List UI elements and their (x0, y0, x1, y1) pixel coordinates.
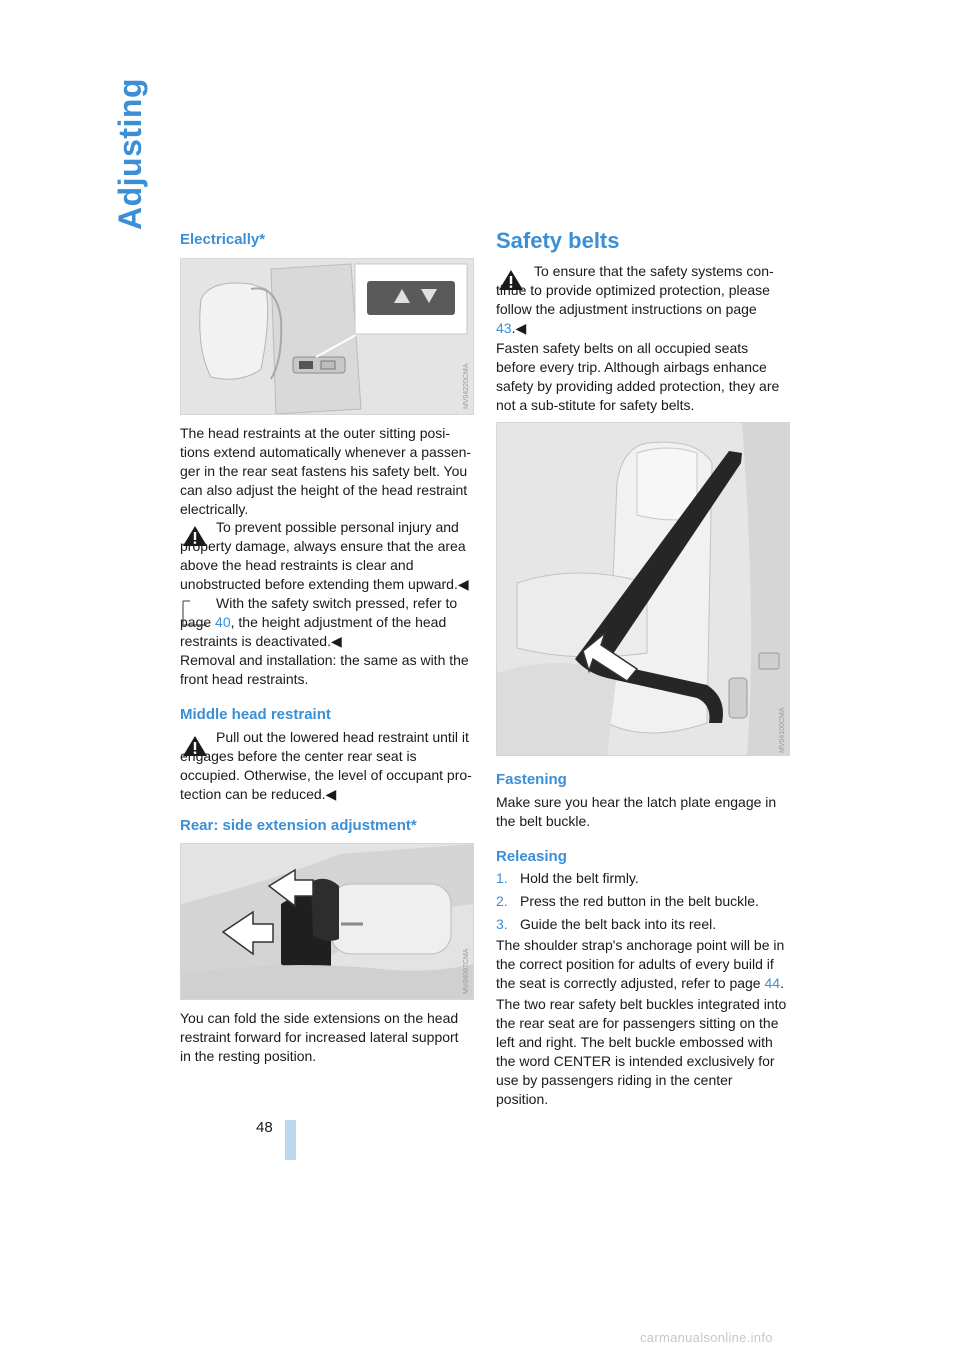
warning-extend-clear: To prevent possible personal injury and property damage, always ensure that the area above the head restraints is clear and unobstructed before extending them upward.◀ (180, 519, 469, 592)
figure-head-restraint-switch (180, 258, 474, 415)
paragraph-fastening: Make sure you hear the latch plate engage in the belt buckle. (496, 794, 777, 829)
footer-watermark: carmanualsonline.info (640, 1330, 773, 1345)
paragraph-rear-buckles: The two rear safety belt buckles integrated into the rear seat are for passengers sitting on the left and right. The belt buckle embossed with the word CENTER is intended exclusively for use by passengers riding in the center position. (496, 996, 787, 1107)
figure-code: MV04100CMA (779, 707, 786, 753)
note-safety-switch: With the safety switch pressed, refer to page 40, the height adjustment of the head restraints is deactivated.◀ (180, 595, 458, 649)
figure-code: MV04220CMA (463, 363, 470, 409)
paragraph-anchorage-point: The shoulder strap's anchorage point will be in the correct position for adults of every build if the seat is correctly adjusted, refer to page 44. (496, 937, 785, 991)
paragraph-auto-extend: The head restraints at the outer sitting posi-tions extend automatically whenever a passen-ger in the rear seat fastens his safety belt. You can also adjust the height of the head restraint electrically. (180, 425, 472, 517)
side-extension-illustration (181, 844, 473, 999)
page-link-40[interactable]: 40 (215, 614, 231, 630)
page-link-44[interactable]: 44 (764, 975, 781, 991)
paragraph-fold-extensions: You can fold the side extensions on the head restraint forward for increased lateral support in the resting position. (180, 1010, 459, 1064)
figure-seat-belt (496, 422, 790, 756)
heading-middle-head-restraint: Middle head restraint (180, 706, 331, 723)
warning-middle-restraint: Pull out the lowered head restraint until it engages before the center rear seat is occupied. Otherwise, the level of occupant pro-tection can be reduced.◀ (180, 729, 472, 802)
paragraph-removal: Removal and installation: the same as with the front head restraints. (180, 652, 469, 687)
figure-side-extension (180, 843, 474, 1000)
section-title: Adjusting (112, 77, 148, 230)
head-restraint-switch-illustration (181, 259, 473, 414)
heading-electrically: Electrically* (180, 231, 266, 248)
paragraph-fasten-belts: Fasten safety belts on all occupied seats before every trip. Although airbags enhance safety by providing added protection, they are not a sub-stitute for safety belts. (496, 340, 780, 413)
list-item: 2. Press the red button in the belt buckle. (496, 893, 759, 909)
list-item: 3. Guide the belt back into its reel. (496, 916, 717, 932)
figure-code: MV04087CMA (463, 948, 470, 994)
heading-rear-side-extension: Rear: side extension adjustment* (180, 817, 417, 834)
releasing-steps (496, 869, 788, 938)
heading-releasing: Releasing (496, 848, 567, 865)
list-item: 1. Hold the belt firmly. (496, 870, 639, 886)
page-number: 48 (256, 1119, 273, 1136)
page-marker-bar (285, 1120, 296, 1160)
heading-fastening: Fastening (496, 771, 567, 788)
page-link-43[interactable]: 43 (496, 320, 512, 336)
heading-safety-belts: Safety belts (496, 228, 620, 253)
seat-belt-illustration (497, 423, 789, 755)
warning-adjustment-instructions: To ensure that the safety systems con-tinue to provide optimized protection, please follow the adjustment instructions on page 43.◀ (496, 263, 774, 336)
